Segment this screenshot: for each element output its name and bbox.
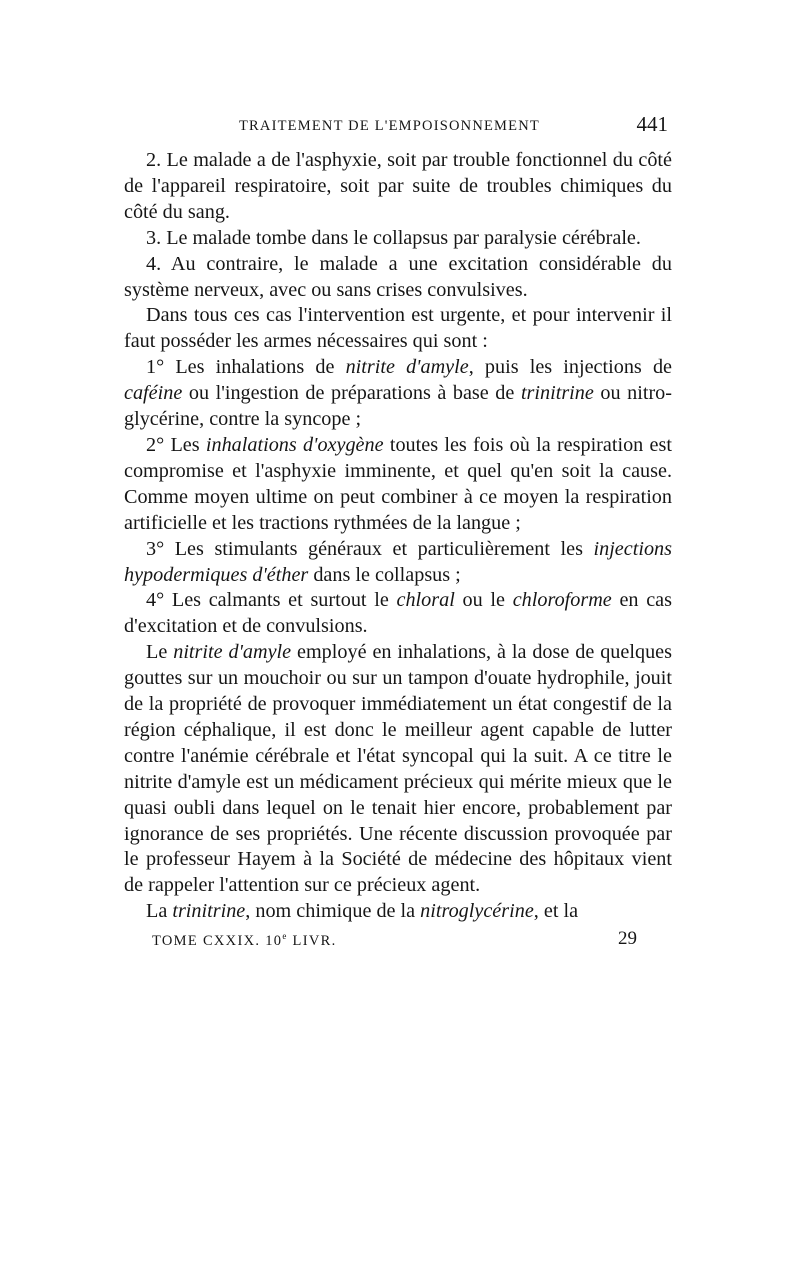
italic-term: nitrite d'amyle (173, 641, 292, 664)
body-text (124, 148, 672, 925)
sheet-number: 29 (618, 928, 637, 950)
text-run: 3. Le malade tombe dans le collapsus par paralysie cérébrale. (146, 226, 641, 249)
page-number: 441 (636, 112, 668, 136)
signature-livr: LIVR. (287, 933, 337, 950)
text-run: 2° Les (146, 433, 206, 456)
paragraph (124, 640, 672, 899)
paragraph (124, 537, 672, 589)
book-page (124, 112, 672, 953)
text-run: 4. Au contraire, le malade a une excitation considérable du système nerveux, avec ou sans crises convulsives. (124, 252, 672, 301)
text-run: ou nitro-glycérine, contre la syncope ; (124, 382, 672, 431)
paragraph (124, 588, 672, 640)
italic-term: trinitrine (172, 900, 246, 923)
text-run: 2. Le malade a de l'asphyxie, soit par trouble fonctionnel du côté de l'appareil respiratoire, soit par suite de troubles chimiques du côté du sang. (124, 149, 672, 223)
italic-term: nitroglycérine (420, 900, 534, 923)
italic-term: nitrite d'amyle (345, 356, 469, 379)
text-run: , et la (533, 900, 579, 923)
text-run: dans le collapsus ; (308, 563, 461, 586)
italic-term: chloroforme (512, 589, 612, 612)
italic-term: injections hypodermiques d'éther (124, 537, 672, 586)
paragraph (124, 303, 672, 355)
text-run: employé en inhalations, à la dose de quelques gouttes sur un mouchoir ou sur un tampon d'ouate hydrophile, jouit de la propriété de provoquer immédiatement un état congestif de la région céphalique, il est donc le meilleur agent capable de lutter contre l'anémie cérébrale et l'état syncopal qui la suit. A ce titre le nitrite d'amyle est un médicament précieux qui mérite mieux que le quasi oubli dans lequel on le tenait hier encore, probablement par ignorance de ses propriétés. Une récente discussion provoquée par le professeur Hayem à la Société de médecine des hôpitaux vient de rappeler l'attention sur ce précieux agent. (124, 641, 672, 897)
signature-superscript: e (282, 931, 288, 942)
text-run: Le (146, 641, 174, 664)
text-run: 1° Les inhalations de (146, 356, 346, 379)
text-run: 3° Les stimulants généraux et particulièrement les (146, 537, 594, 560)
page-footer (124, 927, 672, 953)
paragraph (124, 252, 672, 304)
paragraph (124, 355, 672, 433)
text-run: ou le (454, 589, 513, 612)
signature-mark (152, 931, 337, 950)
text-run: La (146, 900, 173, 923)
paragraph (124, 148, 672, 226)
text-run: Dans tous ces cas l'intervention est urgente, et pour intervenir il faut posséder les armes nécessaires qui sont : (124, 304, 672, 353)
paragraph (124, 899, 672, 925)
italic-term: caféine (124, 382, 183, 405)
text-run: , puis les injections de (468, 356, 672, 379)
running-title: TRAITEMENT DE L'EMPOISONNEMENT (239, 118, 540, 134)
italic-term: trinitrine (520, 382, 594, 405)
text-run: , nom chimique de la (245, 900, 421, 923)
text-run: en cas d'excitation et de convulsions. (124, 589, 672, 638)
signature-tome: TOME CXXIX. 10 (152, 933, 283, 950)
text-run: 4° Les calmants et surtout le (146, 589, 397, 612)
paragraph (124, 226, 672, 252)
paragraph (124, 433, 672, 537)
text-run: toutes les fois où la respiration est compromise et l'asphyxie imminente, et quel qu'en soit la cause. Comme moyen ultime on peut combiner à ce moyen la respiration artificielle et les tractions rythmées de la langue ; (124, 433, 672, 534)
text-run: ou l'ingestion de préparations à base de (182, 382, 521, 405)
running-head (124, 112, 672, 148)
italic-term: chloral (396, 589, 455, 612)
italic-term: inhalations d'oxygène (205, 433, 384, 456)
